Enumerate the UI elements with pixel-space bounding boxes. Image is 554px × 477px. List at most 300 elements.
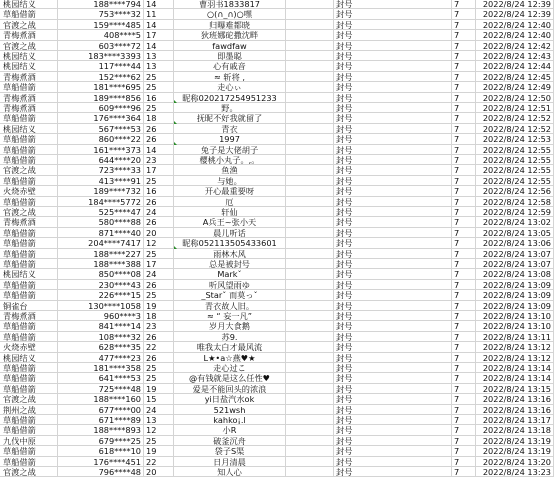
nickname-cell[interactable]: fawdfaw	[174, 41, 286, 51]
level-cell[interactable]: 25	[144, 176, 174, 186]
status-cell[interactable]: 封号	[334, 457, 452, 467]
blank-cell[interactable]	[286, 165, 334, 175]
level-cell[interactable]: 25	[144, 82, 174, 92]
timestamp-cell[interactable]: 2022/8/24 13:07	[476, 249, 554, 259]
count-cell[interactable]: 7	[452, 217, 476, 227]
level-cell[interactable]: 15	[144, 394, 174, 404]
timestamp-cell[interactable]: 2022/8/24 12:40	[476, 20, 554, 30]
count-cell[interactable]: 7	[452, 249, 476, 259]
team-cell[interactable]: 草船借箭	[0, 415, 58, 425]
blank-cell[interactable]	[286, 51, 334, 61]
phone-cell[interactable]: 671****89	[58, 415, 144, 425]
phone-cell[interactable]: 871****40	[58, 228, 144, 238]
team-cell[interactable]: 草船借箭	[0, 197, 58, 207]
nickname-cell[interactable]: @有钱就是这么任性♥	[174, 373, 286, 383]
team-cell[interactable]: 桃园结义	[0, 269, 58, 279]
phone-cell[interactable]: 960****3	[58, 311, 144, 321]
timestamp-cell[interactable]: 2022/8/24 12:55	[476, 165, 554, 175]
status-cell[interactable]: 封号	[334, 269, 452, 279]
count-cell[interactable]: 7	[452, 9, 476, 19]
phone-cell[interactable]: 159****485	[58, 20, 144, 30]
blank-cell[interactable]	[286, 415, 334, 425]
level-cell[interactable]: 12	[144, 425, 174, 435]
timestamp-cell[interactable]: 2022/8/24 13:12	[476, 342, 554, 352]
level-cell[interactable]: 13	[144, 61, 174, 71]
status-cell[interactable]: 封号	[334, 145, 452, 155]
status-cell[interactable]: 封号	[334, 384, 452, 394]
count-cell[interactable]: 7	[452, 93, 476, 103]
status-cell[interactable]: 封号	[334, 425, 452, 435]
status-cell[interactable]: 封号	[334, 217, 452, 227]
phone-cell[interactable]: 567****53	[58, 124, 144, 134]
timestamp-cell[interactable]: 2022/8/24 13:08	[476, 269, 554, 279]
level-cell[interactable]: 24	[144, 405, 174, 415]
nickname-cell[interactable]: Markˇ	[174, 269, 286, 279]
level-cell[interactable]: 23	[144, 155, 174, 165]
timestamp-cell[interactable]: 2022/8/24 12:50	[476, 93, 554, 103]
nickname-cell[interactable]: kahko¡.l	[174, 415, 286, 425]
level-cell[interactable]: 25	[144, 436, 174, 446]
nickname-cell[interactable]: A兵王~张小天	[174, 217, 286, 227]
count-cell[interactable]: 7	[452, 446, 476, 456]
level-cell[interactable]: 12	[144, 238, 174, 248]
team-cell[interactable]: 官渡之战	[0, 165, 58, 175]
level-cell[interactable]: 25	[144, 103, 174, 113]
level-cell[interactable]: 14	[144, 145, 174, 155]
phone-cell[interactable]: 204****7417	[58, 238, 144, 248]
phone-cell[interactable]: 609****96	[58, 103, 144, 113]
level-cell[interactable]: 14	[144, 20, 174, 30]
count-cell[interactable]: 7	[452, 61, 476, 71]
status-cell[interactable]: 封号	[334, 165, 452, 175]
phone-cell[interactable]: 130****1058	[58, 301, 144, 311]
nickname-cell[interactable]: 爱是不能回头的浓浪	[174, 384, 286, 394]
level-cell[interactable]: 17	[144, 259, 174, 269]
team-cell[interactable]: 草船借箭	[0, 446, 58, 456]
count-cell[interactable]: 7	[452, 363, 476, 373]
timestamp-cell[interactable]: 2022/8/24 13:16	[476, 405, 554, 415]
phone-cell[interactable]: 641****53	[58, 373, 144, 383]
blank-cell[interactable]	[286, 301, 334, 311]
nickname-cell[interactable]: 知人心	[174, 467, 286, 477]
level-cell[interactable]: 19	[144, 384, 174, 394]
nickname-cell[interactable]: 总是被封号	[174, 259, 286, 269]
count-cell[interactable]: 7	[452, 82, 476, 92]
count-cell[interactable]: 7	[452, 425, 476, 435]
phone-cell[interactable]: 189****732	[58, 186, 144, 196]
timestamp-cell[interactable]: 2022/8/24 13:07	[476, 259, 554, 269]
level-cell[interactable]: 26	[144, 353, 174, 363]
team-cell[interactable]: 草船借箭	[0, 290, 58, 300]
blank-cell[interactable]	[286, 186, 334, 196]
level-cell[interactable]: 17	[144, 165, 174, 175]
count-cell[interactable]: 7	[452, 373, 476, 383]
level-cell[interactable]: 26	[144, 197, 174, 207]
timestamp-cell[interactable]: 2022/8/24 13:20	[476, 457, 554, 467]
blank-cell[interactable]	[286, 384, 334, 394]
nickname-cell[interactable]: 昵称052113505433601	[174, 238, 286, 248]
blank-cell[interactable]	[286, 134, 334, 144]
status-cell[interactable]: 封号	[334, 301, 452, 311]
team-cell[interactable]: 桃园结义	[0, 61, 58, 71]
team-cell[interactable]: 青梅煮酒	[0, 93, 58, 103]
team-cell[interactable]: 草船借箭	[0, 155, 58, 165]
status-cell[interactable]: 封号	[334, 290, 452, 300]
team-cell[interactable]: 官渡之战	[0, 20, 58, 30]
phone-cell[interactable]: 188****794	[58, 0, 144, 9]
timestamp-cell[interactable]: 2022/8/24 12:55	[476, 145, 554, 155]
nickname-cell[interactable]: 青衣故人旧。	[174, 301, 286, 311]
count-cell[interactable]: 7	[452, 103, 476, 113]
blank-cell[interactable]	[286, 259, 334, 269]
nickname-cell[interactable]: 轩仙	[174, 207, 286, 217]
blank-cell[interactable]	[286, 238, 334, 248]
timestamp-cell[interactable]: 2022/8/24 12:44	[476, 61, 554, 71]
status-cell[interactable]: 封号	[334, 197, 452, 207]
level-cell[interactable]: 25	[144, 373, 174, 383]
timestamp-cell[interactable]: 2022/8/24 12:42	[476, 41, 554, 51]
team-cell[interactable]: 草船借箭	[0, 259, 58, 269]
team-cell[interactable]: 荆州之战	[0, 405, 58, 415]
count-cell[interactable]: 7	[452, 134, 476, 144]
team-cell[interactable]: 青梅煮酒	[0, 311, 58, 321]
nickname-cell[interactable]: 破釜沉舟	[174, 436, 286, 446]
count-cell[interactable]: 7	[452, 20, 476, 30]
count-cell[interactable]: 7	[452, 415, 476, 425]
count-cell[interactable]: 7	[452, 436, 476, 446]
blank-cell[interactable]	[286, 249, 334, 259]
blank-cell[interactable]	[286, 311, 334, 321]
team-cell[interactable]: 草船借箭	[0, 321, 58, 331]
level-cell[interactable]: 14	[144, 41, 174, 51]
team-cell[interactable]: 草船借箭	[0, 249, 58, 259]
blank-cell[interactable]	[286, 30, 334, 40]
nickname-cell[interactable]: 日月清晨	[174, 457, 286, 467]
count-cell[interactable]: 7	[452, 301, 476, 311]
timestamp-cell[interactable]: 2022/8/24 12:40	[476, 30, 554, 40]
phone-cell[interactable]: 188****388	[58, 259, 144, 269]
blank-cell[interactable]	[286, 72, 334, 82]
status-cell[interactable]: 封号	[334, 41, 452, 51]
timestamp-cell[interactable]: 2022/8/24 13:17	[476, 415, 554, 425]
nickname-cell[interactable]: 苏9.	[174, 332, 286, 342]
level-cell[interactable]: 26	[144, 124, 174, 134]
blank-cell[interactable]	[286, 9, 334, 19]
nickname-cell[interactable]: 心有戚音	[174, 61, 286, 71]
blank-cell[interactable]	[286, 280, 334, 290]
phone-cell[interactable]: 603****72	[58, 41, 144, 51]
status-cell[interactable]: 封号	[334, 113, 452, 123]
nickname-cell[interactable]: yi日盐汽水ok	[174, 394, 286, 404]
blank-cell[interactable]	[286, 353, 334, 363]
status-cell[interactable]: 封号	[334, 311, 452, 321]
nickname-cell[interactable]: 狄班娜砣撒沈畔	[174, 30, 286, 40]
status-cell[interactable]: 封号	[334, 394, 452, 404]
count-cell[interactable]: 7	[452, 290, 476, 300]
phone-cell[interactable]: 753****32	[58, 9, 144, 19]
nickname-cell[interactable]: 厄	[174, 197, 286, 207]
level-cell[interactable]: 26	[144, 134, 174, 144]
status-cell[interactable]: 封号	[334, 467, 452, 477]
count-cell[interactable]: 7	[452, 280, 476, 290]
timestamp-cell[interactable]: 2022/8/24 13:02	[476, 217, 554, 227]
phone-cell[interactable]: 181****695	[58, 82, 144, 92]
phone-cell[interactable]: 184****5772	[58, 197, 144, 207]
team-cell[interactable]: 草船借箭	[0, 363, 58, 373]
team-cell[interactable]: 桃园结义	[0, 124, 58, 134]
phone-cell[interactable]: 618****10	[58, 446, 144, 456]
team-cell[interactable]: 桃园结义	[0, 51, 58, 61]
blank-cell[interactable]	[286, 405, 334, 415]
phone-cell[interactable]: 860****22	[58, 134, 144, 144]
timestamp-cell[interactable]: 2022/8/24 13:06	[476, 238, 554, 248]
count-cell[interactable]: 7	[452, 207, 476, 217]
team-cell[interactable]: 草船借箭	[0, 384, 58, 394]
level-cell[interactable]: 13	[144, 415, 174, 425]
team-cell[interactable]: 官渡之战	[0, 207, 58, 217]
timestamp-cell[interactable]: 2022/8/24 12:55	[476, 176, 554, 186]
status-cell[interactable]: 封号	[334, 72, 452, 82]
team-cell[interactable]: 官渡之战	[0, 394, 58, 404]
phone-cell[interactable]: 181****358	[58, 363, 144, 373]
count-cell[interactable]: 7	[452, 165, 476, 175]
phone-cell[interactable]: 841****14	[58, 321, 144, 331]
phone-cell[interactable]: 152****62	[58, 72, 144, 82]
level-cell[interactable]: 16	[144, 93, 174, 103]
timestamp-cell[interactable]: 2022/8/24 13:15	[476, 384, 554, 394]
timestamp-cell[interactable]: 2022/8/24 12:45	[476, 72, 554, 82]
nickname-cell[interactable]: 小R	[174, 425, 286, 435]
nickname-cell[interactable]: ≈ 斩将 ,	[174, 72, 286, 82]
blank-cell[interactable]	[286, 332, 334, 342]
count-cell[interactable]: 7	[452, 384, 476, 394]
phone-cell[interactable]: 796****48	[58, 467, 144, 477]
nickname-cell[interactable]: L★•a☆燕♥★	[174, 353, 286, 363]
team-cell[interactable]: 草船借箭	[0, 113, 58, 123]
team-cell[interactable]: 草船借箭	[0, 134, 58, 144]
blank-cell[interactable]	[286, 394, 334, 404]
timestamp-cell[interactable]: 2022/8/24 12:56	[476, 186, 554, 196]
team-cell[interactable]: 铜雀台	[0, 301, 58, 311]
team-cell[interactable]: 草船借箭	[0, 176, 58, 186]
phone-cell[interactable]: 230****43	[58, 280, 144, 290]
timestamp-cell[interactable]: 2022/8/24 13:09	[476, 280, 554, 290]
status-cell[interactable]: 封号	[334, 373, 452, 383]
blank-cell[interactable]	[286, 103, 334, 113]
status-cell[interactable]: 封号	[334, 134, 452, 144]
count-cell[interactable]: 7	[452, 259, 476, 269]
team-cell[interactable]: 青梅煮酒	[0, 30, 58, 40]
timestamp-cell[interactable]: 2022/8/24 13:09	[476, 290, 554, 300]
team-cell[interactable]: 青梅煮酒	[0, 72, 58, 82]
timestamp-cell[interactable]: 2022/8/24 13:12	[476, 353, 554, 363]
phone-cell[interactable]: 189****856	[58, 93, 144, 103]
team-cell[interactable]: 青梅煮酒	[0, 217, 58, 227]
level-cell[interactable]: 25	[144, 290, 174, 300]
level-cell[interactable]: 25	[144, 72, 174, 82]
blank-cell[interactable]	[286, 373, 334, 383]
level-cell[interactable]: 26	[144, 332, 174, 342]
level-cell[interactable]: 26	[144, 280, 174, 290]
nickname-cell[interactable]: 走心ぃ	[174, 82, 286, 92]
level-cell[interactable]: 14	[144, 0, 174, 9]
count-cell[interactable]: 7	[452, 124, 476, 134]
nickname-cell[interactable]: 听风望雨ゆ	[174, 280, 286, 290]
status-cell[interactable]: 封号	[334, 342, 452, 352]
status-cell[interactable]: 封号	[334, 363, 452, 373]
nickname-cell[interactable]: 归曝难都晓	[174, 20, 286, 30]
phone-cell[interactable]: 725****48	[58, 384, 144, 394]
team-cell[interactable]: 草船借箭	[0, 425, 58, 435]
nickname-cell[interactable]: _Starˇ 而莫っˇ	[174, 290, 286, 300]
blank-cell[interactable]	[286, 290, 334, 300]
timestamp-cell[interactable]: 2022/8/24 13:05	[476, 228, 554, 238]
phone-cell[interactable]: 226****15	[58, 290, 144, 300]
level-cell[interactable]: 11	[144, 9, 174, 19]
team-cell[interactable]: 九伐中原	[0, 436, 58, 446]
count-cell[interactable]: 7	[452, 467, 476, 477]
count-cell[interactable]: 7	[452, 72, 476, 82]
phone-cell[interactable]: 723****33	[58, 165, 144, 175]
count-cell[interactable]: 7	[452, 197, 476, 207]
blank-cell[interactable]	[286, 207, 334, 217]
timestamp-cell[interactable]: 2022/8/24 13:16	[476, 394, 554, 404]
phone-cell[interactable]: 413****91	[58, 176, 144, 186]
level-cell[interactable]: 25	[144, 249, 174, 259]
count-cell[interactable]: 7	[452, 394, 476, 404]
status-cell[interactable]: 封号	[334, 124, 452, 134]
blank-cell[interactable]	[286, 0, 334, 9]
blank-cell[interactable]	[286, 228, 334, 238]
status-cell[interactable]: 封号	[334, 103, 452, 113]
timestamp-cell[interactable]: 2022/8/24 13:23	[476, 467, 554, 477]
status-cell[interactable]: 封号	[334, 30, 452, 40]
team-cell[interactable]: 草船借箭	[0, 228, 58, 238]
status-cell[interactable]: 封号	[334, 82, 452, 92]
count-cell[interactable]: 7	[452, 269, 476, 279]
team-cell[interactable]: 草船借箭	[0, 82, 58, 92]
nickname-cell[interactable]: 唯我太白才最风流	[174, 342, 286, 352]
status-cell[interactable]: 封号	[334, 186, 452, 196]
status-cell[interactable]: 封号	[334, 93, 452, 103]
status-cell[interactable]: 封号	[334, 321, 452, 331]
nickname-cell[interactable]: 1997	[174, 134, 286, 144]
phone-cell[interactable]: 677****00	[58, 405, 144, 415]
timestamp-cell[interactable]: 2022/8/24 12:52	[476, 113, 554, 123]
level-cell[interactable]: 18	[144, 311, 174, 321]
team-cell[interactable]: 桃园结义	[0, 0, 58, 9]
count-cell[interactable]: 7	[452, 41, 476, 51]
nickname-cell[interactable]: 521wsh	[174, 405, 286, 415]
blank-cell[interactable]	[286, 155, 334, 165]
blank-cell[interactable]	[286, 457, 334, 467]
status-cell[interactable]: 封号	[334, 176, 452, 186]
blank-cell[interactable]	[286, 93, 334, 103]
count-cell[interactable]: 7	[452, 238, 476, 248]
status-cell[interactable]: 封号	[334, 280, 452, 290]
team-cell[interactable]: 火烧赤壁	[0, 186, 58, 196]
blank-cell[interactable]	[286, 436, 334, 446]
nickname-cell[interactable]: 晨儿听话	[174, 228, 286, 238]
blank-cell[interactable]	[286, 217, 334, 227]
nickname-cell[interactable]: 雨林木风	[174, 249, 286, 259]
blank-cell[interactable]	[286, 41, 334, 51]
level-cell[interactable]: 25	[144, 363, 174, 373]
level-cell[interactable]: 24	[144, 269, 174, 279]
count-cell[interactable]: 7	[452, 30, 476, 40]
count-cell[interactable]: 7	[452, 457, 476, 467]
status-cell[interactable]: 封号	[334, 238, 452, 248]
count-cell[interactable]: 7	[452, 145, 476, 155]
timestamp-cell[interactable]: 2022/8/24 12:49	[476, 82, 554, 92]
phone-cell[interactable]: 525****47	[58, 207, 144, 217]
timestamp-cell[interactable]: 2022/8/24 12:59	[476, 207, 554, 217]
phone-cell[interactable]: 679****25	[58, 436, 144, 446]
count-cell[interactable]: 7	[452, 332, 476, 342]
phone-cell[interactable]: 580****88	[58, 217, 144, 227]
timestamp-cell[interactable]: 2022/8/24 13:09	[476, 301, 554, 311]
nickname-cell[interactable]: 曹羽书1833817	[174, 0, 286, 9]
phone-cell[interactable]: 477****23	[58, 353, 144, 363]
status-cell[interactable]: 封号	[334, 353, 452, 363]
nickname-cell[interactable]: 与她。	[174, 176, 286, 186]
blank-cell[interactable]	[286, 20, 334, 30]
nickname-cell[interactable]: 岁月大食鹅	[174, 321, 286, 331]
nickname-cell[interactable]: 鱼渔	[174, 165, 286, 175]
blank-cell[interactable]	[286, 145, 334, 155]
blank-cell[interactable]	[286, 467, 334, 477]
status-cell[interactable]: 封号	[334, 0, 452, 9]
count-cell[interactable]: 7	[452, 0, 476, 9]
timestamp-cell[interactable]: 2022/8/24 13:10	[476, 311, 554, 321]
nickname-cell[interactable]: 即墨聪	[174, 51, 286, 61]
status-cell[interactable]: 封号	[334, 51, 452, 61]
status-cell[interactable]: 封号	[334, 155, 452, 165]
nickname-cell[interactable]: 兔子是大佬胡子	[174, 145, 286, 155]
timestamp-cell[interactable]: 2022/8/24 12:58	[476, 197, 554, 207]
timestamp-cell[interactable]: 2022/8/24 13:19	[476, 436, 554, 446]
timestamp-cell[interactable]: 2022/8/24 13:14	[476, 363, 554, 373]
team-cell[interactable]: 火烧赤壁	[0, 342, 58, 352]
phone-cell[interactable]: 176****451	[58, 457, 144, 467]
phone-cell[interactable]: 628****35	[58, 342, 144, 352]
status-cell[interactable]: 封号	[334, 9, 452, 19]
team-cell[interactable]: 草船借箭	[0, 238, 58, 248]
count-cell[interactable]: 7	[452, 228, 476, 238]
nickname-cell[interactable]: 走心过こ	[174, 363, 286, 373]
level-cell[interactable]: 20	[144, 228, 174, 238]
status-cell[interactable]: 封号	[334, 207, 452, 217]
level-cell[interactable]: 22	[144, 342, 174, 352]
timestamp-cell[interactable]: 2022/8/24 13:11	[476, 332, 554, 342]
blank-cell[interactable]	[286, 124, 334, 134]
count-cell[interactable]: 7	[452, 353, 476, 363]
level-cell[interactable]: 20	[144, 467, 174, 477]
nickname-cell[interactable]: 野。	[174, 103, 286, 113]
blank-cell[interactable]	[286, 113, 334, 123]
timestamp-cell[interactable]: 2022/8/24 12:39	[476, 0, 554, 9]
blank-cell[interactable]	[286, 363, 334, 373]
phone-cell[interactable]: 188****893	[58, 425, 144, 435]
phone-cell[interactable]: 408****5	[58, 30, 144, 40]
phone-cell[interactable]: 644****20	[58, 155, 144, 165]
status-cell[interactable]: 封号	[334, 436, 452, 446]
nickname-cell[interactable]: 樱桃小丸子。,。	[174, 155, 286, 165]
level-cell[interactable]: 19	[144, 301, 174, 311]
count-cell[interactable]: 7	[452, 405, 476, 415]
count-cell[interactable]: 7	[452, 176, 476, 186]
phone-cell[interactable]: 176****364	[58, 113, 144, 123]
